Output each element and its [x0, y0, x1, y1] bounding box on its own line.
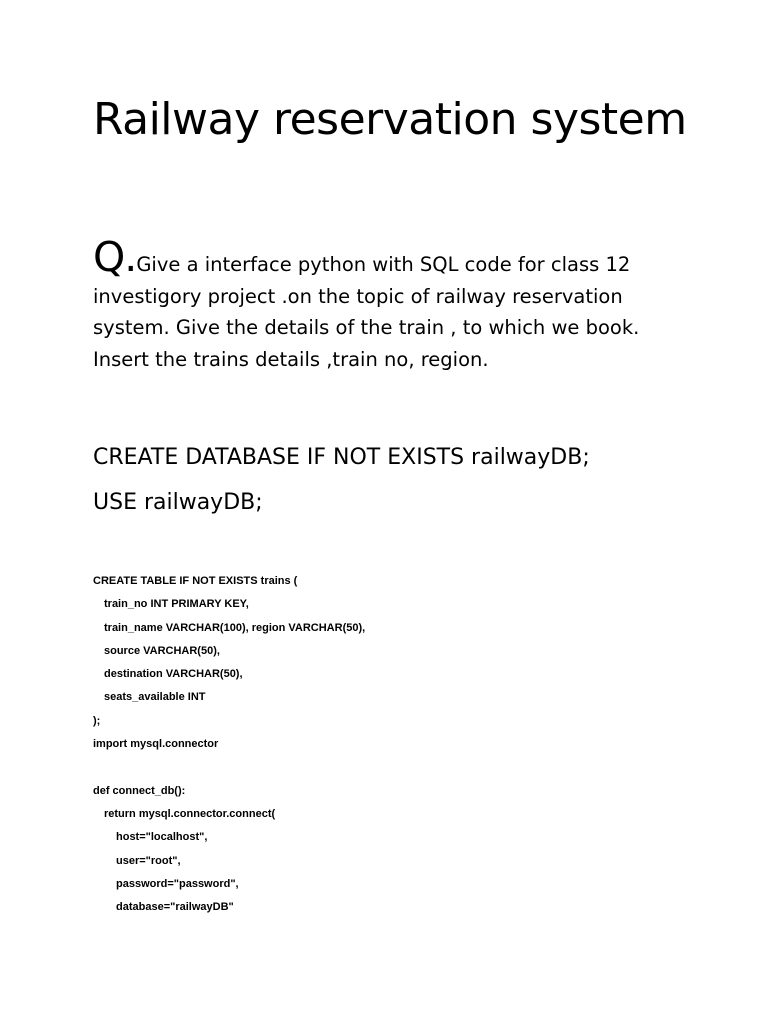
code-line: source VARCHAR(50),: [104, 644, 220, 657]
code-line: return mysql.connector.connect(: [104, 807, 276, 820]
code-line: destination VARCHAR(50),: [104, 668, 243, 681]
code-line: import mysql.connector: [93, 738, 219, 751]
question-marker: Q.: [93, 233, 137, 281]
code-line: CREATE TABLE IF NOT EXISTS trains (: [93, 575, 298, 587]
question-line: Insert the trains details ,train no, region.: [93, 347, 489, 371]
code-line: train_name VARCHAR(100), region VARCHAR(50),: [104, 621, 366, 634]
code-line: def connect_db():: [93, 784, 186, 797]
question-first-line: [93, 233, 631, 281]
sql-create-database: CREATE DATABASE IF NOT EXISTS railwayDB;: [93, 445, 590, 470]
code-line: user="root",: [116, 854, 181, 867]
code-line: );: [93, 714, 101, 727]
question-line: system. Give the details of the train , to which we book.: [93, 316, 640, 339]
question-paragraph: [93, 233, 673, 375]
code-line: database="railwayDB": [116, 901, 234, 914]
document-title: Railway reservation system: [93, 94, 687, 145]
code-line: train_no INT PRIMARY KEY,: [104, 598, 249, 611]
code-line: password="password",: [116, 877, 239, 890]
question-line: investigory project .on the topic of railway reservation: [93, 284, 623, 308]
code-blank-line: [93, 756, 365, 779]
question-line: Give a interface python with SQL code for class 12: [136, 253, 631, 276]
sql-use-database: USE railwayDB;: [93, 490, 263, 515]
code-line: host="localhost",: [116, 831, 208, 844]
code-block: [93, 570, 365, 919]
code-line: seats_available INT: [104, 691, 206, 704]
